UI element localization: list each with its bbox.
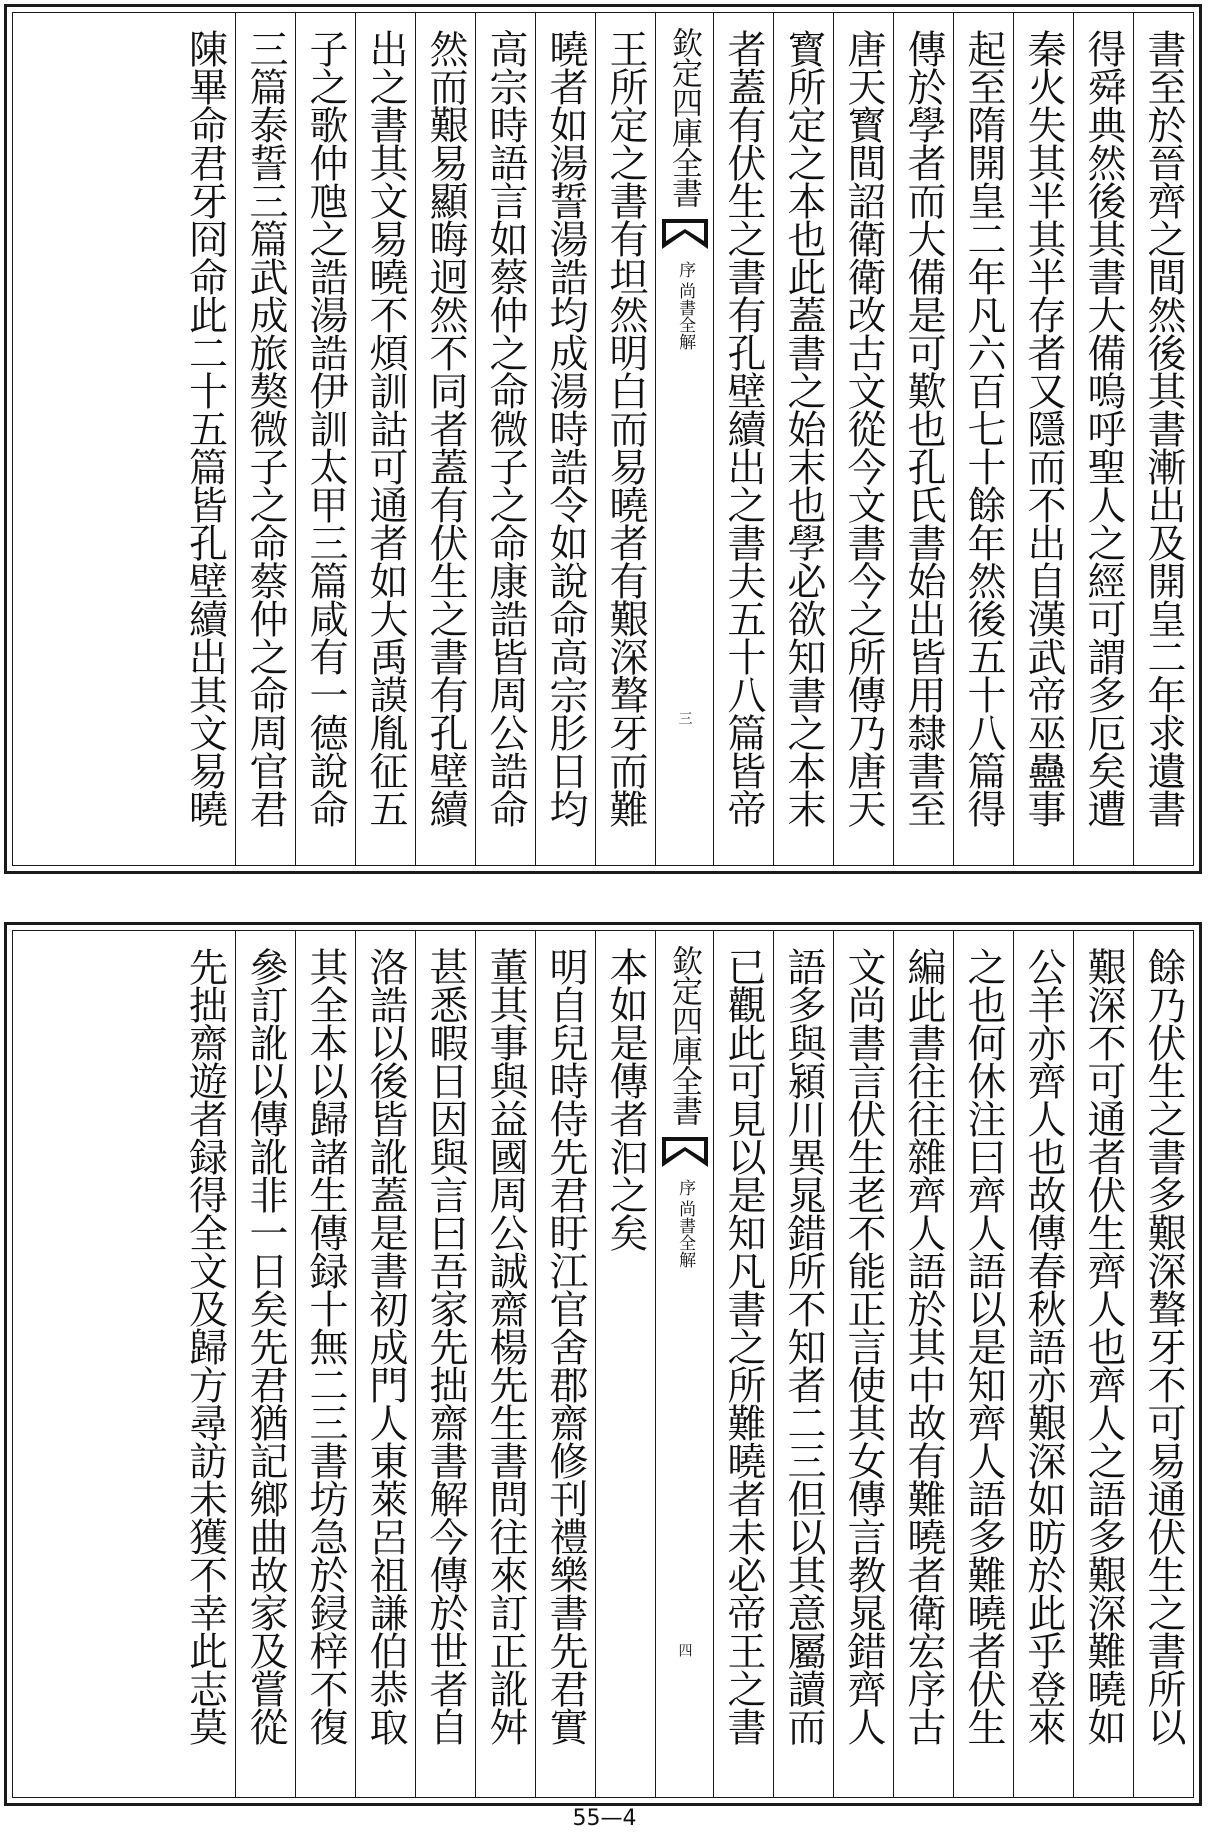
column-text: 高宗時語言如蔡仲之命微子之命康誥皆周公誥命 — [483, 29, 528, 827]
leaf-number: 三 — [676, 711, 693, 725]
text-column — [415, 931, 475, 1797]
text-column — [1073, 931, 1133, 1797]
book-collection-title: 欽定四庫全書 — [666, 27, 702, 207]
text-column — [1133, 13, 1193, 865]
column-text: 陳畢命君牙冏命此二十五篇皆孔壁續出其文易曉 — [182, 29, 228, 827]
book-subtitle — [674, 261, 695, 350]
column-text: 三篇泰誓三篇武成旅獒微子之命蔡仲之命周官君 — [243, 29, 288, 827]
page-top — [4, 4, 1202, 874]
text-column — [953, 13, 1013, 865]
text-column — [175, 13, 235, 865]
column-text: 董其事與益國周公誠齋楊先生書問往來訂正訛舛 — [483, 947, 528, 1745]
column-text: 編此書往往雜齊人語於其中故有難曉者衛宏序古 — [901, 947, 946, 1745]
section-name: 序 — [675, 1179, 696, 1196]
page-bottom-frame — [12, 930, 1194, 1798]
text-column — [535, 13, 595, 865]
column-text: 曉者如湯誓湯誥均成湯時誥令如說命高宗肜日均 — [543, 29, 588, 827]
text-column — [953, 931, 1013, 1797]
column-text: 秦火失其半其半存者又隱而不出自漢武帝巫蠱事 — [1021, 29, 1066, 827]
book-name: 尚書全解 — [675, 1200, 696, 1268]
column-text: 然而艱易顯晦迥然不同者蓋有伏生之書有孔壁續 — [423, 29, 468, 827]
column-text: 子之歌仲虺之誥湯誥伊訓太甲三篇咸有一德說命 — [303, 29, 348, 827]
page-bottom — [4, 922, 1202, 1806]
column-text: 起至隋開皇二年凡六百七十餘年然後五十八篇得 — [961, 29, 1006, 827]
column-text: 先拙齋遊者録得全文及歸方尋訪未獲不幸此志莫 — [182, 947, 228, 1745]
text-column — [1133, 931, 1193, 1797]
column-text: 唐天寳間詔衛衛改古文從今文書今之所傳乃唐天 — [841, 29, 886, 827]
column-text: 之也何休注曰齊人語以是知齊人語多難曉者伏生 — [961, 947, 1006, 1745]
book-collection-title: 欽定四庫全書 — [666, 945, 702, 1125]
column-text: 明自兒時侍先君盱江官舍郡齋修刊禮樂書先君實 — [543, 947, 588, 1745]
leaf-number: 四 — [676, 1643, 693, 1657]
text-column — [1073, 13, 1133, 865]
column-text: 語多與潁川異晁錯所不知者二三但以其意屬讀而 — [781, 947, 826, 1745]
text-column — [415, 13, 475, 865]
center-margin — [655, 13, 713, 865]
column-text: 甚悉暇日因與言曰吾家先拙齋書解今傳於世者自 — [423, 947, 468, 1745]
column-text: 已觀此可見以是知凡書之所難曉者未必帝王之書 — [721, 947, 766, 1745]
column-text: 得舜典然後其書大備嗚呼聖人之經可謂多厄矣遭 — [1081, 29, 1126, 827]
column-text: 參訂訛以傳訛非一日矣先君猶記鄉曲故家及嘗從 — [243, 947, 288, 1745]
column-text: 王所定之書有坦然明白而易曉者有艱深聱牙而難 — [603, 29, 648, 827]
text-column — [295, 931, 355, 1797]
text-column — [1013, 13, 1073, 865]
fish-tail-mark-icon — [662, 219, 708, 249]
book-subtitle — [674, 1179, 695, 1268]
text-column — [833, 13, 893, 865]
text-column — [175, 931, 235, 1797]
text-column — [235, 931, 295, 1797]
fish-tail-mark-icon — [662, 1137, 708, 1167]
text-column — [355, 931, 415, 1797]
page-footer-number: 55—4 — [572, 1806, 637, 1831]
text-column — [475, 931, 535, 1797]
column-text: 者蓋有伏生之書有孔壁續出之書夫五十八篇皆帝 — [721, 29, 766, 827]
column-text: 文尚書言伏生老不能正言使其女傳言教晁錯齊人 — [841, 947, 886, 1745]
column-text: 其全本以歸諸生傳録十無二三書坊急於鋟梓不復 — [303, 947, 348, 1745]
text-column — [355, 13, 415, 865]
text-column — [773, 13, 833, 865]
text-column — [535, 931, 595, 1797]
text-column — [1013, 931, 1073, 1797]
column-text: 傳於學者而大備是可歎也孔氏書始出皆用隸書至 — [901, 29, 946, 827]
text-column — [713, 13, 773, 865]
book-name: 尚書全解 — [675, 282, 696, 350]
text-column — [235, 13, 295, 865]
text-column — [893, 13, 953, 865]
center-margin — [655, 931, 713, 1797]
text-column — [595, 13, 655, 865]
page-top-frame — [12, 12, 1194, 866]
text-column — [475, 13, 535, 865]
text-column — [713, 931, 773, 1797]
text-column — [773, 931, 833, 1797]
section-name: 序 — [675, 261, 696, 278]
column-text: 餘乃伏生之書多艱深聱牙不可易通伏生之書所以 — [1141, 947, 1186, 1745]
text-column — [893, 931, 953, 1797]
column-text: 本如是傳者汩之矣 — [603, 947, 648, 1251]
column-text: 寳所定之本也此蓋書之始末也學必欲知書之本末 — [781, 29, 826, 827]
text-column — [595, 931, 655, 1797]
column-text: 洛誥以後皆訛蓋是書初成門人東萊呂祖謙伯恭取 — [363, 947, 408, 1745]
text-column — [295, 13, 355, 865]
text-column — [833, 931, 893, 1797]
column-text: 公羊亦齊人也故傳春秋語亦艱深如昉於此乎登來 — [1021, 947, 1066, 1745]
column-text: 艱深不可通者伏生齊人也齊人之語多艱深難曉如 — [1081, 947, 1126, 1745]
column-text: 書至於晉齊之間然後其書漸出及開皇二年求遺書 — [1141, 29, 1186, 827]
column-text: 出之書其文易曉不煩訓詁可通者如大禹謨胤征五 — [363, 29, 408, 827]
